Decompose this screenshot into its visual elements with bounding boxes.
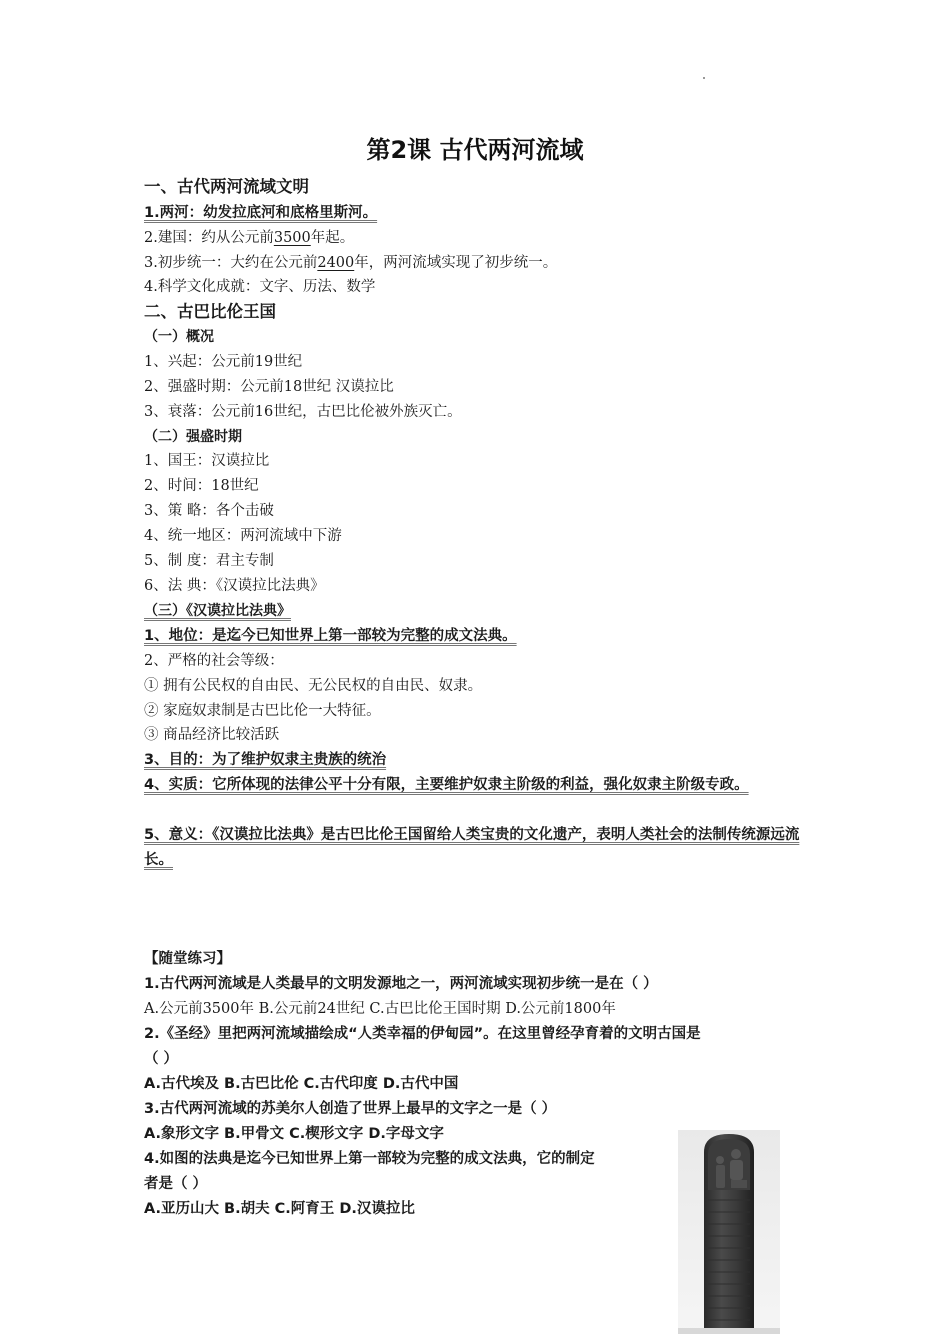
section1-item-3-num: 2400	[317, 255, 355, 271]
section1-item-1-text: 1.两河：幼发拉底河和底格里斯河。	[144, 205, 378, 221]
code-hierarchy-point: ② 家庭奴隶制是古巴比伦一大特征。	[144, 703, 381, 719]
question-3-options: A.象形文字 B.甲骨文 C.楔形文字 D.字母文字	[144, 1126, 444, 1142]
question-2-options: A.古代埃及 B.古巴比伦 C.古代印度 D.古代中国	[144, 1076, 459, 1092]
section1-item-2	[144, 228, 354, 248]
section1-item-2-num: 3500	[273, 230, 311, 246]
subsection-overview-heading: （一）概况	[144, 329, 214, 345]
question-2-blank: （ ）	[144, 1051, 179, 1067]
question-4-cont: 者是（ ）	[144, 1176, 208, 1192]
peak-item: 3、策 略：各个击破	[144, 503, 274, 519]
question-4: 4.如图的法典是迄今已知世界上第一部较为完整的成文法典，它的制定	[144, 1151, 595, 1167]
section1-heading: 一、古代两河流域文明	[144, 177, 309, 196]
code-hierarchy-point: ① 拥有公民权的自由民、无公民权的自由民、奴隶。	[144, 678, 483, 694]
code-status	[144, 626, 517, 646]
section2-heading: 二、古巴比伦王国	[144, 302, 276, 321]
subsection-code-heading-text: （三）《汉谟拉比法典》	[144, 603, 291, 619]
section1-item-2-pre: 2.建国：约从公元前	[144, 230, 274, 246]
peak-item: 4、统一地区：两河流域中下游	[144, 528, 342, 544]
page-title: 第2课 古代两河流域	[366, 136, 584, 164]
section1-item-2-post: 年起。	[310, 230, 355, 246]
code-essence	[144, 773, 808, 798]
subsection-code-heading	[144, 601, 291, 621]
peak-item: 1、国王：汉谟拉比	[144, 453, 270, 469]
overview-item: 1、兴起：公元前19世纪	[144, 354, 303, 370]
code-purpose	[144, 750, 386, 770]
question-2: 2.《圣经》里把两河流域描绘成“人类幸福的伊甸园”。在这里曾经孕育着的文明古国是	[144, 1026, 701, 1042]
question-3: 3.古代两河流域的苏美尔人创造了世界上最早的文字之一是（ ）	[144, 1101, 557, 1117]
section1-item-3	[144, 253, 557, 273]
overview-item: 2、强盛时期：公元前18世纪 汉谟拉比	[144, 379, 394, 395]
section1-item-1	[144, 203, 377, 223]
code-status-text: 1、地位：是迄今已知世界上第一部较为完整的成文法典。	[144, 628, 517, 644]
stele-illustration	[678, 1130, 780, 1334]
code-significance	[144, 823, 808, 873]
code-hierarchy-point: ③ 商品经济比较活跃	[144, 727, 280, 743]
question-1: 1.古代两河流域是人类最早的文明发源地之一，两河流域实现初步统一是在（ ）	[144, 976, 658, 992]
hammurabi-stele-photo	[678, 1130, 780, 1334]
code-significance-text: 5、意义：《汉谟拉比法典》是古巴比伦王国留给人类宝贵的文化遗产，表明人类社会的法制传统源远流长。	[144, 827, 800, 868]
code-purpose-text: 3、目的：为了维护奴隶主贵族的统治	[144, 752, 387, 768]
exercise-heading: 【随堂练习】	[144, 951, 231, 967]
overview-item: 3、衰落：公元前16世纪，古巴比伦被外族灭亡。	[144, 404, 462, 420]
question-1-options: A.公元前3500年 B.公元前24世纪 C.古巴比伦王国时期 D.公元前1800年	[144, 1001, 616, 1017]
code-social-hierarchy: 2、严格的社会等级：	[144, 653, 284, 669]
peak-item: 2、时间：18世纪	[144, 478, 259, 494]
section1-item-3-post: 年，两河流域实现了初步统一。	[354, 255, 558, 271]
code-essence-text: 4、实质：它所体现的法律公平十分有限，主要维护奴隶主阶级的利益，强化奴隶主阶级专政。	[144, 777, 749, 793]
section1-item-3-pre: 3.初步统一：大约在公元前	[144, 255, 318, 271]
section1-item-4: 4.科学文化成就：文字、历法、数学	[144, 279, 376, 295]
peak-item: 6、法 典：《汉谟拉比法典》	[144, 578, 325, 594]
speck	[703, 77, 705, 79]
peak-item: 5、制 度：君主专制	[144, 553, 274, 569]
question-4-options: A.亚历山大 B.胡夫 C.阿育王 D.汉谟拉比	[144, 1201, 415, 1217]
subsection-peak-heading: （二）强盛时期	[144, 429, 242, 445]
